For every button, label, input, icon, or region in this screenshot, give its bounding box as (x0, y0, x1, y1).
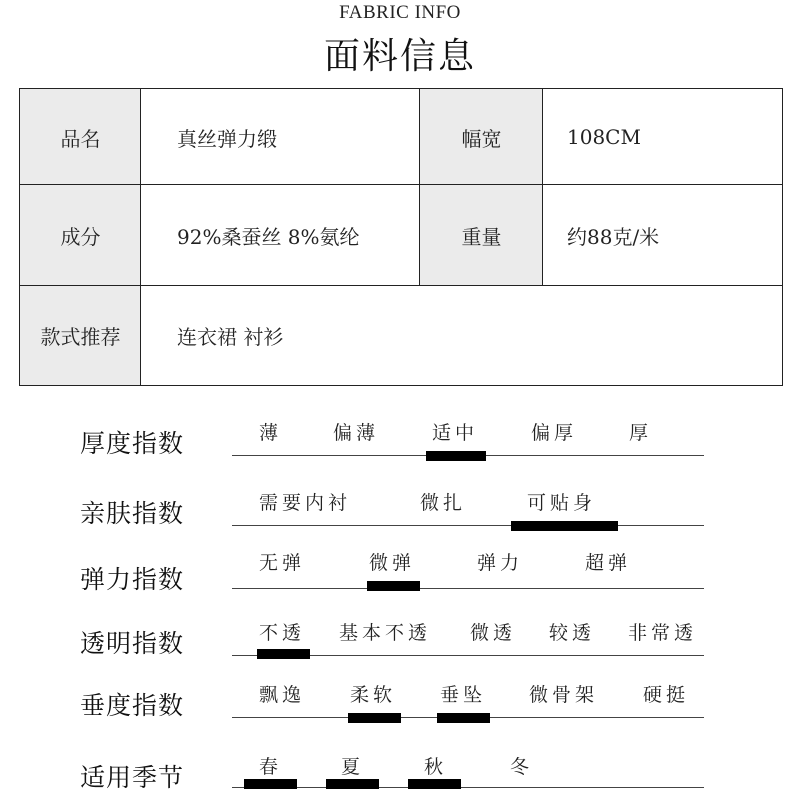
table-divider (20, 184, 782, 185)
index-selected-marker (244, 779, 297, 789)
index-option: 较透 (549, 622, 596, 644)
index-selected-marker (348, 713, 401, 723)
index-selected-marker (511, 521, 618, 531)
index-option: 秋 (424, 756, 448, 778)
index-option: 可贴身 (527, 492, 597, 514)
label-style: 款式推荐 (20, 286, 141, 385)
label-weight: 重量 (420, 185, 543, 286)
index-selected-marker (367, 581, 420, 591)
index-row (0, 488, 800, 548)
value-width: 108CM (567, 125, 641, 149)
label-product-name: 品名 (20, 89, 141, 185)
index-option: 基本不透 (339, 622, 432, 644)
index-option: 非常透 (628, 622, 698, 644)
index-option: 偏薄 (333, 422, 380, 444)
index-option: 厚 (629, 422, 653, 444)
index-selected-marker (408, 779, 461, 789)
index-option: 微扎 (420, 492, 467, 514)
index-option: 垂坠 (440, 684, 487, 706)
value-style: 连衣裙 衬衫 (177, 325, 284, 349)
index-option: 微弹 (369, 552, 416, 574)
index-row (0, 680, 800, 740)
index-option: 微骨架 (529, 684, 599, 706)
index-selected-marker (257, 649, 310, 659)
index-label: 亲肤指数 (80, 499, 185, 528)
index-option: 薄 (259, 422, 283, 444)
index-option: 弹力 (477, 552, 524, 574)
page-title: 面料信息 (323, 36, 476, 77)
index-row (0, 418, 800, 478)
fabric-info-table (19, 88, 783, 386)
index-label: 厚度指数 (80, 429, 185, 458)
index-row (0, 618, 800, 678)
index-scale-line (232, 787, 704, 788)
index-option: 柔软 (350, 684, 397, 706)
table-divider (20, 285, 782, 286)
index-option: 硬挺 (643, 684, 690, 706)
index-label: 透明指数 (80, 629, 185, 658)
index-row (0, 548, 800, 608)
table-divider (419, 89, 420, 286)
value-product-name: 真丝弹力缎 (177, 126, 277, 151)
index-option: 冬 (510, 756, 534, 778)
table-divider (542, 89, 543, 286)
index-scale-line (232, 588, 704, 589)
index-label: 垂度指数 (80, 691, 185, 720)
index-selected-marker (437, 713, 490, 723)
index-option: 适中 (432, 422, 479, 444)
index-label: 适用季节 (80, 763, 185, 792)
label-composition: 成分 (20, 185, 141, 286)
value-weight: 约88克/米 (567, 225, 660, 249)
index-row (0, 752, 800, 812)
index-option: 无弹 (259, 552, 306, 574)
index-label: 弹力指数 (80, 565, 185, 594)
english-title: FABRIC INFO (339, 2, 461, 23)
index-option: 超弹 (585, 552, 632, 574)
index-selected-marker (326, 779, 379, 789)
index-option: 需要内衬 (259, 492, 352, 514)
index-option: 微透 (470, 622, 517, 644)
index-scale-line (232, 525, 704, 526)
index-option: 春 (259, 756, 283, 778)
index-option: 偏厚 (531, 422, 578, 444)
value-composition: 92%桑蚕丝 8%氨纶 (177, 225, 360, 249)
index-selected-marker (426, 451, 486, 461)
label-width: 幅宽 (420, 89, 543, 185)
index-option: 夏 (341, 756, 365, 778)
index-option: 飘逸 (259, 684, 306, 706)
index-option: 不透 (259, 622, 306, 644)
table-divider (140, 89, 141, 385)
